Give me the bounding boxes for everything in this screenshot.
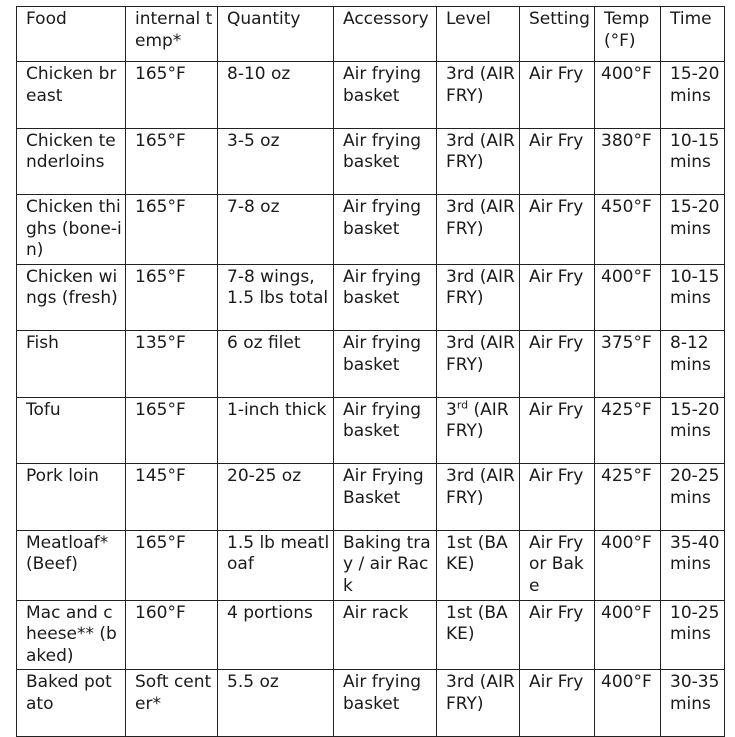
cell-time: 8-12 mins bbox=[661, 331, 725, 398]
cell-temp-f: 425°F bbox=[595, 464, 661, 531]
table-row bbox=[17, 670, 725, 737]
cell-internal-temp: 145°F bbox=[126, 464, 218, 531]
header-time: Time bbox=[661, 7, 725, 62]
table-row bbox=[17, 464, 725, 531]
cell-level: 3rd (AIR FRY) bbox=[437, 331, 520, 398]
cell-setting: Air Fry bbox=[520, 600, 595, 670]
header-temp-f: Temp (°F) bbox=[595, 7, 661, 62]
cell-time: 10-15 mins bbox=[661, 128, 725, 195]
cell-accessory: Air frying basket bbox=[334, 670, 437, 737]
cell-level: 3rd (AIR FRY) bbox=[437, 62, 520, 129]
cell-food: Chicken breast bbox=[17, 62, 126, 129]
table-row bbox=[17, 128, 725, 195]
cell-food: Mac and cheese** (baked) bbox=[17, 600, 126, 670]
cell-time: 15-20 mins bbox=[661, 62, 725, 129]
cell-setting: Air Fry bbox=[520, 331, 595, 398]
cell-temp-f: 400°F bbox=[595, 670, 661, 737]
cell-level: 1st (BAKE) bbox=[437, 530, 520, 600]
cell-time: 10-25 mins bbox=[661, 600, 725, 670]
cell-internal-temp: 165°F bbox=[126, 397, 218, 464]
cell-quantity: 7-8 wings, 1.5 lbs total bbox=[218, 264, 334, 331]
table-row bbox=[17, 600, 725, 670]
cell-food: Pork loin bbox=[17, 464, 126, 531]
cell-setting: Air Fry bbox=[520, 397, 595, 464]
cell-time: 15-20 mins bbox=[661, 195, 725, 265]
cell-food: Meatloaf* (Beef) bbox=[17, 530, 126, 600]
cell-setting: Air Fry bbox=[520, 464, 595, 531]
header-internal-temp: internal temp* bbox=[126, 7, 218, 62]
cell-temp-f: 400°F bbox=[595, 600, 661, 670]
cell-setting: Air Fry bbox=[520, 670, 595, 737]
cell-temp-f: 375°F bbox=[595, 331, 661, 398]
cell-quantity: 1.5 lb meatloaf bbox=[218, 530, 334, 600]
table-row bbox=[17, 264, 725, 331]
cell-level: 3rd (AIR FRY) bbox=[437, 128, 520, 195]
cell-time: 10-15 mins bbox=[661, 264, 725, 331]
cell-internal-temp: 160°F bbox=[126, 600, 218, 670]
cell-internal-temp: Soft center* bbox=[126, 670, 218, 737]
cell-food: Fish bbox=[17, 331, 126, 398]
cell-quantity: 20-25 oz bbox=[218, 464, 334, 531]
cell-setting: Air Fry bbox=[520, 62, 595, 129]
cell-food: Chicken thighs (bone-in) bbox=[17, 195, 126, 265]
cell-internal-temp: 135°F bbox=[126, 331, 218, 398]
table-row bbox=[17, 62, 725, 129]
cell-level: 3rd (AIR FRY) bbox=[437, 670, 520, 737]
cell-temp-f: 400°F bbox=[595, 62, 661, 129]
cell-setting: Air Fry bbox=[520, 128, 595, 195]
cell-quantity: 8-10 oz bbox=[218, 62, 334, 129]
cell-temp-f: 400°F bbox=[595, 264, 661, 331]
cell-level: 3rd (AIR FRY) bbox=[437, 195, 520, 265]
header-level: Level bbox=[437, 7, 520, 62]
cell-food: Baked potato bbox=[17, 670, 126, 737]
cell-quantity: 1-inch thick bbox=[218, 397, 334, 464]
cell-time: 35-40 mins bbox=[661, 530, 725, 600]
cell-temp-f: 450°F bbox=[595, 195, 661, 265]
cell-time: 30-35 mins bbox=[661, 670, 725, 737]
cell-food: Chicken wings (fresh) bbox=[17, 264, 126, 331]
cell-level bbox=[437, 397, 520, 464]
level-mode: (AIR FRY) bbox=[446, 399, 509, 442]
cell-internal-temp: 165°F bbox=[126, 264, 218, 331]
cell-time: 15-20 mins bbox=[661, 397, 725, 464]
cell-temp-f: 380°F bbox=[595, 128, 661, 195]
header-accessory: Accessory bbox=[334, 7, 437, 62]
cell-quantity: 5.5 oz bbox=[218, 670, 334, 737]
cell-level: 3rd (AIR FRY) bbox=[437, 464, 520, 531]
cell-accessory: Air frying basket bbox=[334, 62, 437, 129]
cell-internal-temp: 165°F bbox=[126, 62, 218, 129]
cell-food: Tofu bbox=[17, 397, 126, 464]
table-row bbox=[17, 530, 725, 600]
cell-accessory: Air frying basket bbox=[334, 128, 437, 195]
table-header-row bbox=[17, 7, 725, 62]
level-number: 3 bbox=[446, 399, 457, 420]
cell-internal-temp: 165°F bbox=[126, 530, 218, 600]
header-quantity: Quantity bbox=[218, 7, 334, 62]
level-ordinal-suffix: rd bbox=[456, 398, 469, 412]
cell-level: 3rd (AIR FRY) bbox=[437, 264, 520, 331]
cell-accessory: Baking tray / air Rack bbox=[334, 530, 437, 600]
table-row bbox=[17, 195, 725, 265]
cell-accessory: Air frying basket bbox=[334, 264, 437, 331]
cell-accessory: Air frying basket bbox=[334, 397, 437, 464]
cooking-chart-table bbox=[16, 6, 725, 737]
cell-quantity: 6 oz filet bbox=[218, 331, 334, 398]
cell-accessory: Air frying basket bbox=[334, 331, 437, 398]
cell-temp-f: 400°F bbox=[595, 530, 661, 600]
header-food: Food bbox=[17, 7, 126, 62]
cell-internal-temp: 165°F bbox=[126, 195, 218, 265]
cell-quantity: 7-8 oz bbox=[218, 195, 334, 265]
cell-setting: Air Fry bbox=[520, 195, 595, 265]
cell-level: 1st (BAKE) bbox=[437, 600, 520, 670]
cell-setting: Air Fry bbox=[520, 264, 595, 331]
cell-quantity: 4 portions bbox=[218, 600, 334, 670]
cell-accessory: Air frying basket bbox=[334, 195, 437, 265]
cell-food: Chicken tenderloins bbox=[17, 128, 126, 195]
cell-quantity: 3-5 oz bbox=[218, 128, 334, 195]
cell-time: 20-25 mins bbox=[661, 464, 725, 531]
table-row bbox=[17, 331, 725, 398]
cell-setting: Air Fry or Bake bbox=[520, 530, 595, 600]
cell-accessory: Air Frying Basket bbox=[334, 464, 437, 531]
header-setting: Setting bbox=[520, 7, 595, 62]
table-row bbox=[17, 397, 725, 464]
cell-accessory: Air rack bbox=[334, 600, 437, 670]
cell-temp-f: 425°F bbox=[595, 397, 661, 464]
cell-internal-temp: 165°F bbox=[126, 128, 218, 195]
